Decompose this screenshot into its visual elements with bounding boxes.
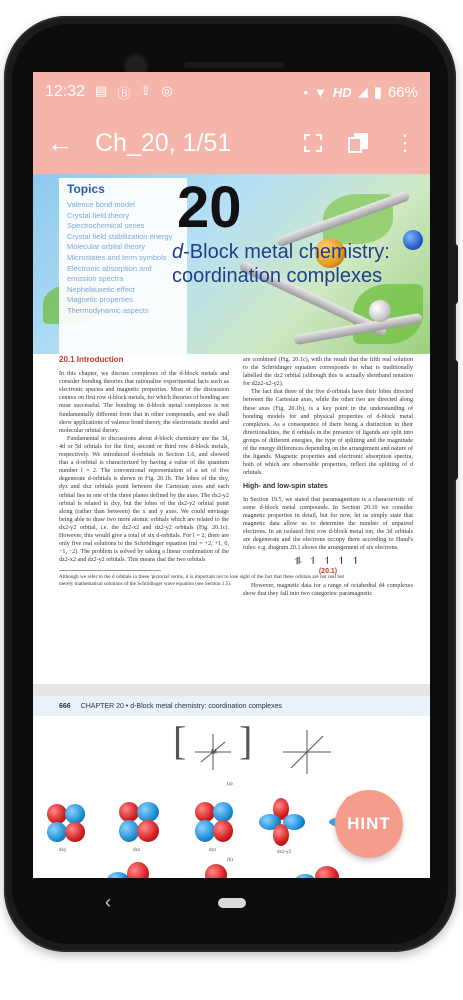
subheading: High- and low-spin states: [243, 483, 328, 491]
page-number: 666: [59, 702, 71, 710]
navigation-bar: [33, 878, 430, 928]
topic-item: Electronic absorption and emission spectra: [67, 263, 152, 284]
topic-item: Microstates and term symbols: [67, 252, 167, 262]
cartesian-axes-diagram: [277, 724, 337, 782]
topic-item: Spectrochemical series: [67, 221, 145, 231]
book-page: [33, 174, 430, 694]
message-icon: ▤: [95, 82, 108, 98]
chapter-title: [172, 240, 430, 288]
topic-item: Magnetic properties: [67, 295, 133, 305]
octahedral-complex-diagram: [173, 724, 293, 782]
diagram-label: (20.1): [318, 568, 338, 576]
chapter-title-italic: d: [172, 241, 184, 263]
svg-text:]: ]: [239, 724, 253, 763]
battery-icon: ▮: [373, 84, 382, 101]
chapter-title-rest: -Block metal chemistry: coordination complexes: [172, 241, 390, 287]
power-button: [452, 244, 458, 304]
section-heading: 20.1 Introduction: [59, 355, 124, 364]
chapter-hero-image: [33, 174, 430, 354]
topic-item: Crystal field theory: [67, 210, 130, 220]
notification-icons: [95, 83, 173, 102]
svg-text:M: M: [211, 749, 217, 756]
topic-item: Thermodynamic aspects: [67, 305, 149, 315]
more-vert-icon[interactable]: ⋮: [394, 130, 416, 155]
topic-item: Crystal field stabilization energy: [67, 231, 173, 241]
wifi-icon: ▼: [314, 84, 327, 100]
hint-button[interactable]: HINT: [335, 790, 403, 858]
paragraph: Fundamental to discussions about d-block chemistry are the 3d, 4d or 5d orbitals for the first, second or third row d-block metals, respectively. We introduced d-orbitals in Section 1.6, and showed that a d-orbital is characterized by having a value of the quantum number l = 2. The conventional representation of a set of five degenerate d-orbitals is shown in Fig. 20.1b. The lobes of the dxy, dyz and dxz orbitals point between the Cartesian axes and each orbital lies in one of the three planes defined by the axes. The dx2-y2 orbital is related to dxy, but the lobes of the dx2-y2 orbital point along (rather than between) the x and y axes. We could envisage being able to draw two more atomic orbitals which are related to the dx2-y2 orbital, i.e. the dz2-x2 and dz2-y2 orbitals (Fig. 20.1c). However, this would give a total of six d-orbitals. For l = 2, there are only five real solutions to the Schrödinger equation (ml = +2, +1, 0, −1, −2). The problem is solved by taking a linear combination of the dz2-x2 and dz2-y2 orbitals. This means that the two orbitals: [59, 435, 229, 564]
sync-icon: ◎: [161, 82, 173, 98]
svg-text:[: [: [173, 724, 187, 763]
battery-percent: 66%: [387, 83, 418, 101]
paragraph: In Section 19.5, we stated that paramagnetism is a characteristic of some d-block metal compounds. In Section 20.10 we consider magnetic properties in detail, but for now, let us simply state that magnetic data allow us to determine the number of unpaired electrons. In an isolated first row d-block metal ion, the 3d orbitals are degenerate and the electrons occupy them according to Hund's rules: e.g. diagram 20.1 shows the arrangement of six electrons.: [243, 496, 413, 552]
orbital-lobe: [315, 866, 339, 878]
orbital-label: dyz: [209, 848, 217, 853]
orbital-lobe: [127, 862, 149, 878]
right-column: [243, 356, 413, 599]
network-label: HD: [332, 84, 352, 100]
chapter-number: 20: [177, 175, 242, 240]
topic-item: Molecular orbital theory: [67, 242, 145, 252]
orbital-label: dxy: [59, 848, 67, 853]
status-time: 12:32: [45, 83, 86, 100]
app-bar-actions: [304, 130, 416, 155]
earpiece-speaker: [184, 62, 284, 68]
volume-button: [452, 360, 458, 480]
page-divider: [33, 684, 430, 696]
electron-diagram: ⥮ ↿ ↿ ↿ ↿: [294, 556, 362, 568]
topic-item: Nephelauxetic effect: [67, 284, 135, 294]
paragraph: In this chapter, we discuss complexes of the d-block metals and consider bonding theories that rationalize experimental facts such as electronic spectra and magnetic properties. Most of the discussion centres on first row d-block metals, for which theories of bonding are most successful. The bonding in d-block metal complexes is not fundamentally different from that in other compounds, and we shall show applications of valence bond theory, the electrostatic model and molecular orbital theory.: [59, 371, 229, 434]
screen: [33, 72, 430, 878]
topic-item: Valence bond model: [67, 200, 135, 209]
orbital-label: dxz: [133, 848, 141, 853]
copy-icon[interactable]: [348, 133, 368, 153]
fullscreen-icon[interactable]: [304, 134, 322, 152]
signal-icon: ◢: [357, 84, 368, 99]
arrow-left-icon[interactable]: ←: [47, 127, 73, 158]
nav-home-pill[interactable]: [218, 898, 246, 908]
topics-heading: Topics: [67, 182, 105, 196]
paragraph: are combined (Fig. 20.1c), with the result that the fifth real solution to the Schrödinger equation corresponds to what is traditionally labelled the dz2 orbital (although this is actually shorthand notation for d2z2-x2-y2).: [243, 357, 413, 388]
document-title: Ch_20, 1/51: [95, 128, 232, 157]
status-bar: [33, 72, 430, 112]
orbital-label: dx2-y2: [277, 850, 292, 855]
system-icons: [303, 83, 418, 101]
figure-label-b: (b): [227, 858, 233, 863]
upload-icon: ⇪: [140, 82, 152, 98]
topics-box: [59, 178, 187, 354]
footnote-text: Although we refer to the d orbitals in these 'pictorial' terms, it is important not to lose sight of the fact that these orbitals are not real but merely mathematical solutions of the Schrödinger wave equation (see Section 1.5).: [59, 574, 344, 587]
nav-back-icon[interactable]: ‹: [105, 892, 111, 912]
running-head: CHAPTER 20 • d-Block metal chemistry: coordination complexes: [80, 702, 282, 710]
dot-icon: •: [303, 84, 309, 100]
paragraph: However, magnetic data for a range of octahedral d4 complexes show that they fall into two categories: paramagnetic: [243, 583, 413, 598]
figure-label-a: (a): [227, 782, 233, 787]
app-bar: [33, 112, 430, 174]
orbital-lobe: [205, 864, 227, 878]
paragraph: The fact that three of the five d-orbitals have their lobes directed between the Cartesian axes, while the other two are directed along these axes (Fig. 20.1b), is a key point in the understanding of bonding models for and physical properties of d-block metal complexes. As a consequence of there being a distinction in their directionalities, the d orbitals in the presence of ligands are split into groups of different energies, the type of splitting and the magnitude of the energy differences depending on the arrangement and nature of the ligands. Magnetic properties and electronic absorption spectra, both of which are observable properties, reflect the splitting of d orbitals.: [243, 389, 413, 477]
badge-b-icon: Ⓑ: [117, 85, 131, 101]
page-footer: [33, 696, 430, 716]
